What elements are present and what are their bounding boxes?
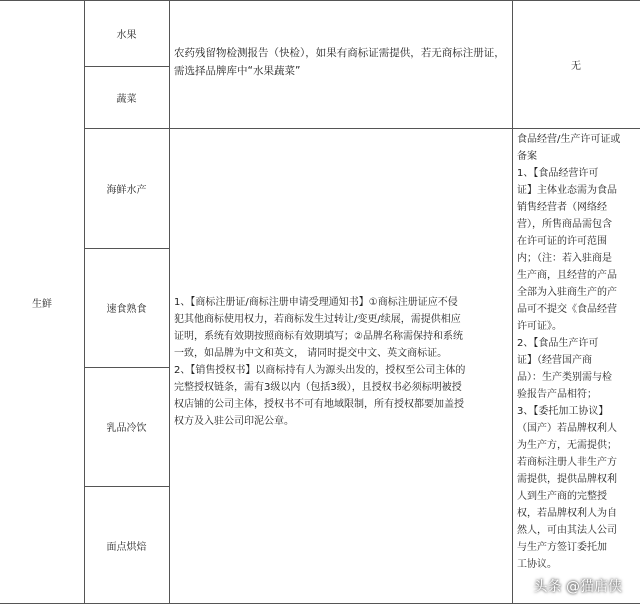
license-line: 3、【委托加工协议】 xyxy=(517,406,609,417)
license-line: 品）：生产类别需与检 xyxy=(517,372,612,383)
license-cell-fruit-veg xyxy=(512,0,640,128)
requirement-line: 权店铺的公司主体，授权书不可有地域限制，所有授权都要加盖授 xyxy=(174,399,464,410)
category-cell xyxy=(0,0,84,604)
license-line: 为生产方，无需提供； xyxy=(517,440,617,451)
subcategory-label: 面点烘焙 xyxy=(106,541,147,553)
requirement-line: 2、【销售授权书】以商标持有人为源头出发的，授权至公司主体的 xyxy=(174,365,466,376)
license-line: 品可不提交《食品经营 xyxy=(517,304,617,315)
license-line: 人到生产商的完整授 xyxy=(517,491,607,502)
subcategory-cell xyxy=(84,66,169,128)
license-line: 营），所售商品需包含 xyxy=(517,219,612,230)
subcategory-label: 水果 xyxy=(116,29,137,41)
license-line: 内；（注：若入驻商是 xyxy=(517,253,612,264)
subcategory-cell xyxy=(84,0,169,66)
license-line: 备案 xyxy=(517,151,537,162)
license-line: 全部为入驻商生产的产 xyxy=(517,287,617,298)
license-line: 工协议。 xyxy=(517,559,557,570)
license-line: 需提供，提供品牌权利 xyxy=(517,474,617,485)
license-line: 食品经营/生产许可证或 xyxy=(517,134,621,145)
watermark-text: 头条 @猫店侠 xyxy=(533,579,622,595)
requirement-lines xyxy=(174,294,508,430)
category-label: 生鲜 xyxy=(32,298,52,310)
license-line: 若商标注册人非生产方 xyxy=(517,457,617,468)
license-line: 与生产方签订委托加 xyxy=(517,542,607,553)
subcategory-cell xyxy=(84,367,169,486)
requirement-cell-others xyxy=(174,294,508,430)
license-line: 生产商，且经营的产品 xyxy=(517,270,617,281)
subcategory-cell xyxy=(84,486,169,604)
license-line: 权，若品牌权利人为自 xyxy=(517,508,617,519)
subcategory-cell xyxy=(84,248,169,367)
license-line: 证】（经营国产商 xyxy=(517,355,592,366)
requirement-line: 犯其他商标使用权力，若商标发生过转让/变更/续展，需提供相应 xyxy=(174,314,461,325)
license-line: 证】主体业态需为食品 xyxy=(517,185,617,196)
license-line: 验报告产品相符； xyxy=(517,389,597,400)
subcategory-label: 蔬菜 xyxy=(116,93,137,105)
subcategory-cell xyxy=(84,128,169,248)
requirement-line: 1、【商标注册证/商标注册申请受理通知书】①商标注册证应不侵 xyxy=(174,297,458,308)
license-line: 销售经营者（网络经 xyxy=(517,202,607,213)
requirement-line: 证明，系统有效期按照商标有效期填写；②品牌名称需保持和系统 xyxy=(174,331,463,342)
requirement-line: 权方及入驻公司印泥公章。 xyxy=(174,416,294,427)
requirement-text: 农药残留物检测报告（快检），如果有商标证需提供，若无商标注册证，需选择品牌库中“水果蔬菜” xyxy=(174,47,505,77)
license-cell-others xyxy=(517,131,639,603)
requirement-cell-fruit-veg xyxy=(174,44,506,80)
license-line: 然人，可由其法人公司 xyxy=(517,525,617,536)
requirement-line: 完整授权链条，需有3级以内（包括3级），且授权书必须标明被授 xyxy=(174,382,462,393)
requirement-line: 一致，如品牌为中文和英文， 请同时提交中文、英文商标证。 xyxy=(174,348,448,359)
subcategory-label: 速食熟食 xyxy=(106,304,147,315)
license-line: 2、【食品生产许可 xyxy=(517,338,599,349)
subcategory-label: 海鲜水产 xyxy=(106,184,147,196)
license-text: 无 xyxy=(571,60,581,72)
subcategory-label: 乳品冷饮 xyxy=(106,423,147,434)
license-line: 许可证》。 xyxy=(517,321,562,332)
license-line: 1、【食品经营许可 xyxy=(517,168,599,179)
license-line: （国产）若品牌权利人 xyxy=(517,423,617,434)
col-divider xyxy=(169,0,170,604)
license-line: 在许可证的许可范围 xyxy=(517,236,607,247)
